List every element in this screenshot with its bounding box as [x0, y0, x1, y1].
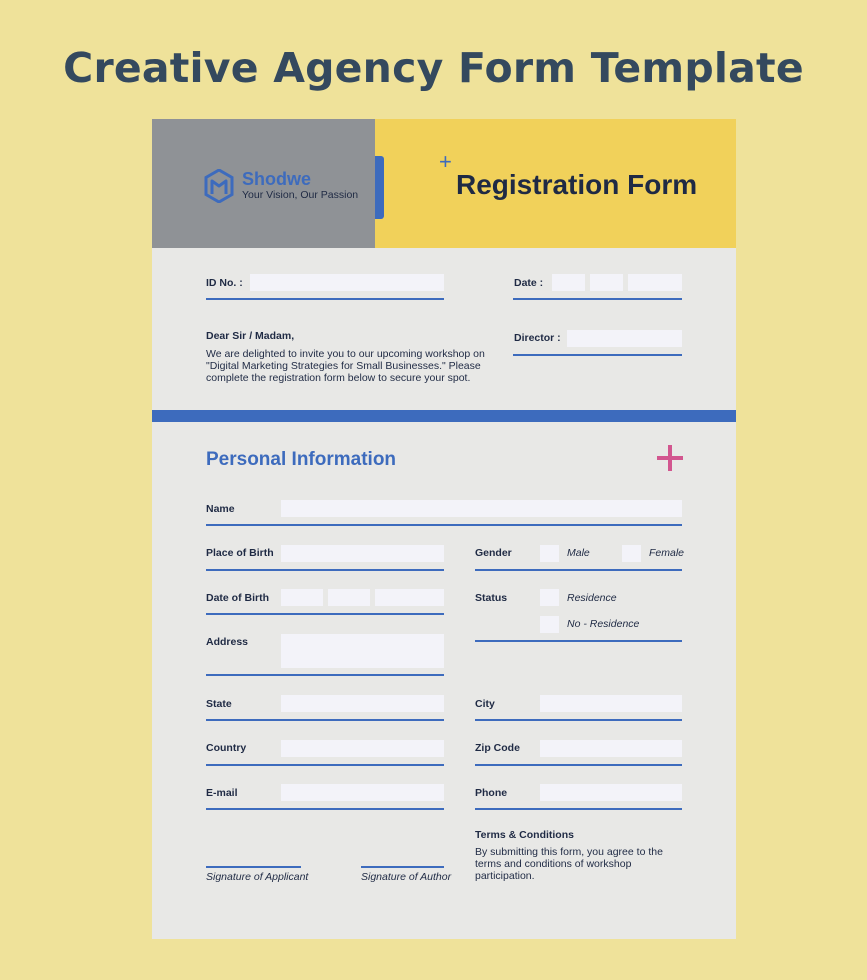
gender-female-checkbox[interactable] — [622, 545, 641, 562]
section-divider — [152, 410, 736, 422]
gender-female-label: Female — [649, 547, 685, 559]
state-underline — [206, 719, 444, 721]
place-of-birth-underline — [206, 569, 444, 571]
phone-label: Phone — [475, 787, 508, 799]
dob-underline — [206, 613, 444, 615]
date-month-field[interactable] — [590, 274, 623, 291]
dob-day-field[interactable] — [281, 589, 323, 606]
author-signature-label: Signature of Author — [361, 871, 452, 883]
hexagon-logo-icon — [204, 169, 234, 203]
director-field[interactable] — [567, 330, 682, 347]
gender-underline — [475, 569, 682, 571]
zip-code-label: Zip Code — [475, 742, 520, 754]
terms-line-3: participation. — [475, 870, 535, 882]
id-field[interactable] — [250, 274, 444, 291]
gender-label: Gender — [475, 547, 512, 559]
name-label: Name — [206, 503, 235, 515]
status-label: Status — [475, 592, 508, 604]
address-field[interactable] — [281, 634, 444, 668]
status-underline — [475, 640, 682, 642]
gender-male-label: Male — [567, 547, 590, 559]
personal-info-title: Personal Information — [206, 449, 397, 470]
status-non-residence-checkbox[interactable] — [540, 616, 559, 633]
phone-underline — [475, 808, 682, 810]
status-non-residence-label: No - Residence — [567, 618, 640, 630]
zip-code-underline — [475, 764, 682, 766]
terms-title: Terms & Conditions — [475, 829, 574, 841]
country-underline — [206, 764, 444, 766]
address-underline — [206, 674, 444, 676]
date-underline — [513, 298, 682, 300]
status-residence-checkbox[interactable] — [540, 589, 559, 606]
name-field[interactable] — [281, 500, 682, 517]
dob-month-field[interactable] — [328, 589, 370, 606]
dob-year-field[interactable] — [375, 589, 444, 606]
greeting: Dear Sir / Madam, — [206, 330, 295, 342]
director-label: Director : — [514, 332, 561, 344]
city-underline — [475, 719, 682, 721]
intro-line-2: "Digital Marketing Strategies for Small Businesses." Please — [206, 360, 481, 372]
state-field[interactable] — [281, 695, 444, 712]
applicant-signature-label: Signature of Applicant — [206, 871, 309, 883]
plus-icon: + — [439, 149, 452, 174]
id-label: ID No. : — [206, 277, 243, 289]
id-underline — [206, 298, 444, 300]
city-label: City — [475, 698, 495, 710]
intro-line-1: We are delighted to invite you to our upcoming workshop on — [206, 348, 485, 360]
email-label: E-mail — [206, 787, 238, 799]
address-label: Address — [206, 636, 249, 648]
date-of-birth-label: Date of Birth — [206, 592, 269, 604]
author-signature-line[interactable] — [361, 866, 444, 868]
name-underline — [206, 524, 682, 526]
country-field[interactable] — [281, 740, 444, 757]
city-field[interactable] — [540, 695, 682, 712]
intro-line-3: complete the registration form below to secure your spot. — [206, 372, 471, 384]
place-of-birth-field[interactable] — [281, 545, 444, 562]
page-title: Creative Agency Form Template — [63, 44, 804, 92]
email-field[interactable] — [281, 784, 444, 801]
registration-form — [152, 119, 736, 939]
date-year-field[interactable] — [628, 274, 682, 291]
header-tab-accent — [375, 156, 384, 219]
phone-field[interactable] — [540, 784, 682, 801]
terms-line-2: terms and conditions of workshop — [475, 858, 632, 870]
director-underline — [513, 354, 682, 356]
form-title: Registration Form — [456, 169, 698, 200]
gender-male-checkbox[interactable] — [540, 545, 559, 562]
brand-tagline: Your Vision, Our Passion — [242, 189, 359, 201]
email-underline — [206, 808, 444, 810]
country-label: Country — [206, 742, 247, 754]
status-residence-label: Residence — [567, 592, 617, 604]
date-label: Date : — [514, 277, 544, 289]
state-label: State — [206, 698, 232, 710]
applicant-signature-line[interactable] — [206, 866, 301, 868]
terms-line-1: By submitting this form, you agree to the — [475, 846, 663, 858]
plus-icon — [657, 445, 683, 471]
place-of-birth-label: Place of Birth — [206, 547, 274, 559]
zip-code-field[interactable] — [540, 740, 682, 757]
brand-name: Shodwe — [242, 169, 312, 189]
date-day-field[interactable] — [552, 274, 585, 291]
